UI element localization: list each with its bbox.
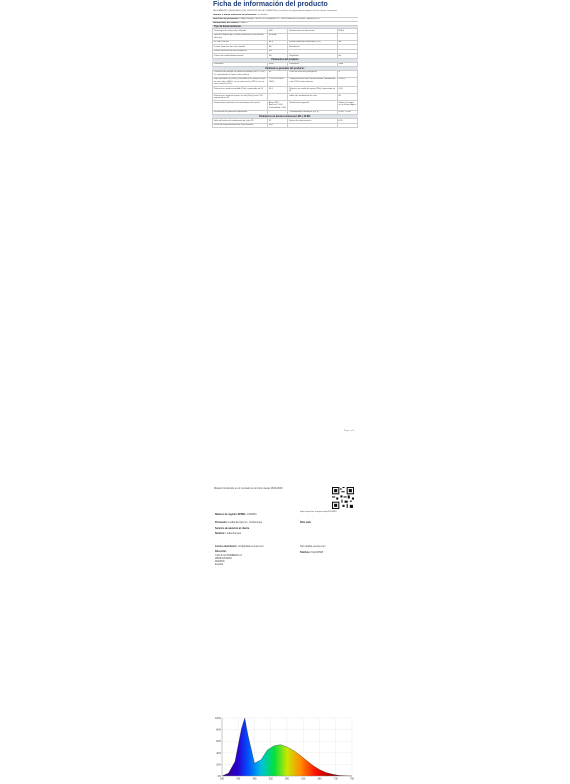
- product-information-sheet: [212, 0, 358, 128]
- param-value: G: [337, 70, 357, 77]
- page-title: Ficha de información del producto: [213, 1, 328, 8]
- param-name: Consumo de energía en modo encendido (kWh / 1 000 h), redondeado al entero más próximo: [213, 70, 268, 77]
- params-header-value: Valor: [337, 62, 357, 67]
- param-value: No: [337, 54, 357, 59]
- param-value: No: [268, 45, 288, 50]
- param-value: -: [268, 110, 288, 115]
- x-tick-label: 480: [252, 777, 257, 781]
- y-tick-label: 100%: [214, 717, 221, 720]
- section-general: Parámetros generales del producto:: [212, 67, 358, 70]
- param-value: No: [337, 40, 357, 45]
- param-name: Envolvente: [288, 45, 337, 50]
- y-tick-label: 20%: [216, 763, 221, 767]
- email-row: [215, 545, 264, 548]
- param-name: Regulable: [288, 54, 337, 59]
- param-value: 0,85: [337, 119, 357, 124]
- x-tick-label: 530: [268, 777, 273, 781]
- param-name: Distribución espectral: [288, 101, 337, 111]
- service-label: Servicio de atención al cliente: [215, 527, 250, 530]
- param-name: Factor de mantenimiento del flujo luminoso: [213, 123, 268, 128]
- param-name: No direccional o direccional: [288, 29, 337, 34]
- page-number: Page 1 of 4: [344, 430, 355, 432]
- x-tick-label: 630: [301, 777, 306, 781]
- address-line1: CALLE GUTEMBERG 12: [215, 554, 242, 557]
- y-tick-label: 0%: [217, 775, 221, 778]
- name-label: Nombre:: [215, 532, 225, 535]
- param-value: [337, 33, 357, 40]
- model-label: Identificador del modelo:: [213, 21, 240, 24]
- param-value: 45: [268, 70, 288, 77]
- supplier-name-value: M-Voltaico: [257, 13, 268, 16]
- param-value: [337, 123, 357, 128]
- param-name: Fuente luminosa de alta luminancia: [213, 49, 268, 54]
- contact-name-row: [215, 532, 241, 535]
- param-name: Potencia en modo de espera (Psb), expresada en W: [288, 87, 337, 94]
- param-value: No: [268, 54, 288, 59]
- phone-value: 911234568: [311, 551, 324, 554]
- param-value: 43,0: [268, 87, 288, 94]
- x-tick-label: 380: [220, 777, 224, 781]
- eprel-footer: [212, 484, 358, 570]
- param-name: [288, 33, 337, 40]
- supplier-address-label: Dirección del proveedor:: [213, 17, 239, 20]
- address-label: Dirección:: [215, 550, 227, 553]
- supplier-name-label: Nombre o marca comercial del proveedor:: [213, 13, 257, 16]
- param-value: 80: [337, 94, 357, 101]
- x-tick-label: 780: [350, 777, 354, 781]
- param-name: Tecnología de iluminación utilizada: [213, 29, 268, 34]
- regulation-text: REGLAMENTO DELEGADO (UE) 2019/2015 DE LA COMISIÓN en lo relativo al etiquetado energético de las fuentes luminosas: [213, 10, 338, 12]
- y-tick-label: 80%: [216, 728, 221, 732]
- param-name: Flujo luminoso útil (Φuse), indicando si se refiere al flujo en una esfera (360°), en un cono ancho (120°) o en un cono estrecho (90°): [213, 77, 268, 87]
- email-label: Correo electrónico:: [215, 545, 238, 548]
- param-name: Fuente luminosa de color variable: [213, 45, 268, 50]
- y-tick-label: 60%: [216, 740, 221, 744]
- general-row: [213, 70, 358, 77]
- param-value: Altura 485 · Anchura 1 000 · Profundidad 1 340: [268, 101, 286, 109]
- param-value: 0,85: [268, 123, 288, 128]
- x-tick-label: 680: [317, 777, 322, 781]
- x-tick-label: 430: [236, 777, 241, 781]
- param-name: Dimensiones exteriores sin mecanismo de control: [213, 101, 268, 111]
- param-name: Protección antideslumbramiento: [213, 54, 268, 59]
- param-name: Valor del índice de rendimiento de color R9: [213, 119, 268, 124]
- param-value: BORNA: [268, 33, 288, 40]
- param-name: Coordenadas cromáticas (x e y): [288, 110, 337, 115]
- phone-row: [300, 551, 323, 554]
- led-table: [212, 118, 358, 128]
- section-type: Tipo de fuente luminosa:: [212, 26, 358, 29]
- param-name: Tipo de casquillo de la fuente luminosa (u otra interfaz eléctrica): [213, 33, 268, 40]
- param-value: No: [268, 49, 288, 54]
- web-label: Sitio web:: [300, 521, 312, 524]
- model-value: LHB815: [239, 21, 248, 24]
- params-header-value: Valor: [268, 62, 288, 67]
- qr-code-icon[interactable]: [332, 487, 354, 509]
- spectral-distribution-chart: [212, 714, 358, 784]
- param-value: MLS: [268, 40, 288, 45]
- param-value: Véase la imagen en la última página: [337, 101, 357, 111]
- address-line3: MADRID: [215, 560, 225, 563]
- param-value: -: [268, 94, 288, 101]
- type-row: [213, 33, 358, 40]
- section-led: Parámetros de fuentes luminosas LED y OLED:: [212, 115, 358, 118]
- x-tick-label: 580: [285, 777, 289, 781]
- address-line4: España: [215, 563, 224, 566]
- param-value: 4 000 K: [337, 77, 357, 87]
- type-row: [213, 54, 358, 59]
- param-name: Fuente luminosa conectada (CLS): [288, 40, 337, 45]
- general-row: [213, 101, 358, 111]
- type-table: [212, 28, 358, 59]
- eprel-label: Número de registro EPREL:: [215, 513, 247, 516]
- address-line2: 28008 ESTADO: [215, 557, 232, 560]
- eprel-url[interactable]: https://eprel.ec.europa.eu/qr/2329693: [300, 511, 337, 513]
- x-tick-label: 730: [333, 777, 338, 781]
- param-value: 0,00: [337, 87, 357, 94]
- general-table: [212, 70, 358, 116]
- param-name: Declaración de potencia equivalente: [213, 110, 268, 115]
- params-header-param: Parámetro: [288, 62, 337, 67]
- market-date: Modelo introducido en el mercado de la Unión desde 28/01/2025: [214, 487, 283, 490]
- param-value: 0,344 · 0,366: [337, 110, 357, 115]
- param-value: 25: [268, 119, 288, 124]
- name-value: Lédkia Europa: [225, 532, 241, 535]
- general-row: [213, 110, 358, 115]
- param-name: Temperatura de color correlacionada, redondeada a los 100 K más próximos: [288, 77, 337, 87]
- provider-label: Proveedor:: [215, 521, 228, 524]
- eprel-row: [215, 513, 256, 516]
- param-value: NDLS: [337, 29, 357, 34]
- general-row: [213, 77, 358, 87]
- supplier-address-value: Lédkia Europa, CALLE GUTEMBERG 12, 28008 MADRID (ESTADO MADRID) ES: [239, 17, 320, 20]
- param-name: Factor de supervivencia: [288, 119, 337, 124]
- y-tick-label: 40%: [216, 751, 221, 755]
- email-value[interactable]: info@ledkia-europa.com: [237, 545, 264, 548]
- param-name: De red o sin red: [213, 40, 268, 45]
- param-name: Clase de eficiencia energética: [288, 70, 337, 77]
- led-row: [213, 123, 358, 128]
- param-name: Potencia en modo encendido (Pon), expresada en W: [213, 87, 268, 94]
- provider-value: Lédkia Europa S.L. (Fabricante): [228, 521, 263, 524]
- params-header-param: Parámetro: [213, 62, 268, 67]
- param-value: LED: [268, 29, 288, 34]
- general-row: [213, 94, 358, 101]
- param-value: -: [337, 45, 357, 50]
- section-params: Parámetros del producto: [212, 59, 358, 62]
- web-value[interactable]: http://ledkia-europa.com: [300, 545, 326, 548]
- param-name: Potencia en modo de espera en red (Pnet) para CLS, expresada en W: [213, 94, 268, 101]
- general-row: [213, 87, 358, 94]
- phone-label: Teléfono:: [300, 551, 311, 554]
- param-value: 3 900 en Esfera (360°): [268, 77, 288, 87]
- provider-row: [215, 521, 262, 524]
- param-name: [288, 123, 337, 128]
- eprel-value: 2329693: [247, 513, 257, 516]
- param-name: Índice de rendimiento de color: [288, 94, 337, 101]
